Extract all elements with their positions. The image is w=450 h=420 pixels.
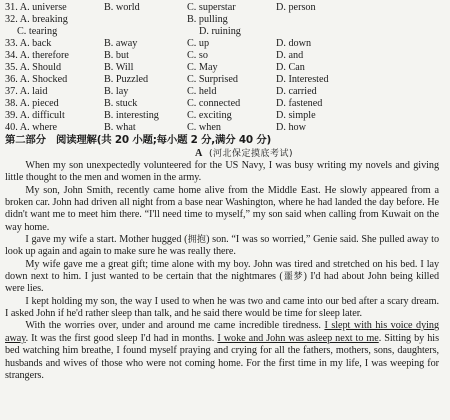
underlined-sentence-2: I woke and John was asleep next to me — [217, 332, 379, 344]
option-row — [5, 110, 439, 122]
answer-options-list — [5, 2, 439, 134]
question-number: 39. — [5, 110, 18, 121]
choice-b: B. world — [104, 2, 140, 13]
option-row — [5, 38, 439, 50]
choice-a — [5, 62, 104, 74]
choice-text: A. where — [19, 122, 58, 133]
choice-a — [5, 74, 104, 86]
choice-text: A. therefore — [19, 50, 69, 61]
choice-d: D. simple — [276, 110, 316, 121]
paragraph-4-text-b: ) I'd had about John being killed were lies. — [5, 271, 439, 295]
choice-d: D. and — [276, 50, 304, 61]
choice-c: D. ruining — [199, 26, 241, 37]
choice-d: D. fastened — [276, 98, 323, 109]
paragraph-6-text-a: With the worries over, under and around me came incredible tiredness. — [25, 320, 325, 332]
choice-text: A. Should — [19, 62, 62, 73]
choice-d: D. Can — [276, 62, 305, 73]
paragraph-3-text-b: ) son. “I was so worried,” Genie said. She pulled away to look up again and again to make sure he was really there. — [5, 234, 439, 258]
choice-d: D. person — [276, 2, 316, 13]
choice-a — [5, 98, 104, 110]
choice-c: C. May — [187, 62, 218, 73]
paragraph-4-text-a: My wife gave me a great gift; time alone with my boy. John was tired and stretched on his bed. I lay down next to him. I just wanted to be certain that the nightmares ( — [5, 258, 439, 283]
choice-a — [5, 14, 104, 26]
question-number: 32. — [5, 14, 18, 25]
choice-text: A. pieced — [19, 98, 59, 109]
paragraph-6-text-b: . Sitting by his bed watching him breathe, I found myself praying and crying for all the fathers, mothers, sons, daughters, husbands and wives of those who were not coming home. For the first time in my life, I was weeping for strangers. — [5, 332, 439, 381]
choice-c: C. superstar — [187, 2, 236, 13]
paragraph-6-text-mid: . It was the first good sleep I'd had in months. — [25, 332, 218, 344]
choice-b: B. what — [104, 122, 136, 133]
choice-c: C. connected — [187, 98, 241, 109]
paragraph-3-text-a: I gave my wife a start. Mother hugged ( — [25, 234, 188, 246]
choice-b: B. lay — [104, 86, 129, 97]
choice-c: C. up — [187, 38, 210, 49]
question-number: 36. — [5, 74, 18, 85]
passage-source: (河北保定摸底考试) — [208, 149, 293, 159]
choice-a — [5, 110, 104, 122]
question-number: 37. — [5, 86, 18, 97]
choice-b: B. interesting — [104, 110, 159, 121]
paragraph-3-gloss: 拥抱 — [187, 235, 207, 246]
choice-text: A. breaking — [19, 14, 68, 25]
choice-text: A. Shocked — [19, 74, 68, 85]
choice-c: C. exciting — [187, 110, 232, 121]
option-row — [5, 86, 439, 98]
option-row — [5, 62, 439, 74]
paragraph-1: When my son unexpectedly volunteered for the US Navy, I was busy writing my novels and giving little thought to the men and women in the army. — [5, 160, 439, 184]
option-row — [5, 74, 439, 86]
option-row — [5, 2, 439, 14]
choice-b: B. Puzzled — [104, 74, 149, 85]
choice-a — [5, 2, 104, 14]
question-number: 40. — [5, 122, 18, 133]
passage-letter: A — [195, 148, 203, 159]
choice-a — [5, 26, 116, 38]
choice-text: A. back — [19, 38, 52, 49]
choice-d: D. carried — [276, 86, 317, 97]
option-row — [5, 50, 439, 62]
paragraph-4-gloss: 噩梦 — [282, 272, 304, 283]
choice-b: B. Will — [104, 62, 134, 73]
passage-title — [5, 147, 439, 160]
question-number: 34. — [5, 50, 18, 61]
choice-a — [5, 86, 104, 98]
option-row — [5, 14, 439, 26]
choice-d — [276, 14, 376, 26]
section-heading: 第二部分 阅读理解(共 20 小题;每小题 2 分,满分 40 分) — [5, 134, 272, 146]
question-number: 33. — [5, 38, 18, 49]
option-row — [5, 122, 439, 134]
choice-b — [116, 26, 199, 38]
choice-c: C. so — [187, 50, 208, 61]
choice-text: A. difficult — [19, 110, 65, 121]
option-row — [5, 98, 439, 110]
question-number: 31. — [5, 2, 18, 13]
choice-c: C. when — [187, 122, 221, 133]
choice-text: A. laid — [19, 86, 48, 97]
choice-d — [288, 26, 388, 38]
paragraph-6 — [5, 320, 439, 382]
question-number: 35. — [5, 62, 18, 73]
paragraph-3 — [5, 234, 439, 259]
choice-b: B. away — [104, 38, 138, 49]
choice-a — [5, 50, 104, 62]
choice-c: C. held — [187, 86, 217, 97]
underlined-sentence-1: I slept with his voice dying away — [5, 320, 439, 344]
choice-text: A. universe — [19, 2, 67, 13]
choice-c: C. Surprised — [187, 74, 238, 85]
option-row — [5, 26, 439, 38]
choice-c: B. pulling — [187, 14, 228, 25]
choice-a — [5, 38, 104, 50]
paragraph-4 — [5, 259, 439, 296]
choice-a — [5, 122, 104, 134]
paragraph-5: I kept holding my son, the way I used to when he was two and came into our bed after a scary dream. I asked John if he'd rather sleep than talk, and he said there would be time for sleep later. — [5, 295, 439, 320]
paragraph-2: My son, John Smith, recently came home alive from the Middle East. He slowly appeared from a broken car. John had driven all night from a base near Washington, where he had landed the day before. He didn't want me to meet him there. “I'll need time to myself,” my son said when calling from Kuwait on the way home. — [5, 184, 439, 233]
choice-d: D. how — [276, 122, 306, 133]
choice-b: B. but — [104, 50, 129, 61]
question-number: 38. — [5, 98, 18, 109]
choice-b: B. stuck — [104, 98, 138, 109]
choice-d: D. Interested — [276, 74, 329, 85]
choice-b — [104, 14, 187, 26]
choice-d: D. down — [276, 38, 312, 49]
choice-text: C. tearing — [17, 26, 58, 37]
